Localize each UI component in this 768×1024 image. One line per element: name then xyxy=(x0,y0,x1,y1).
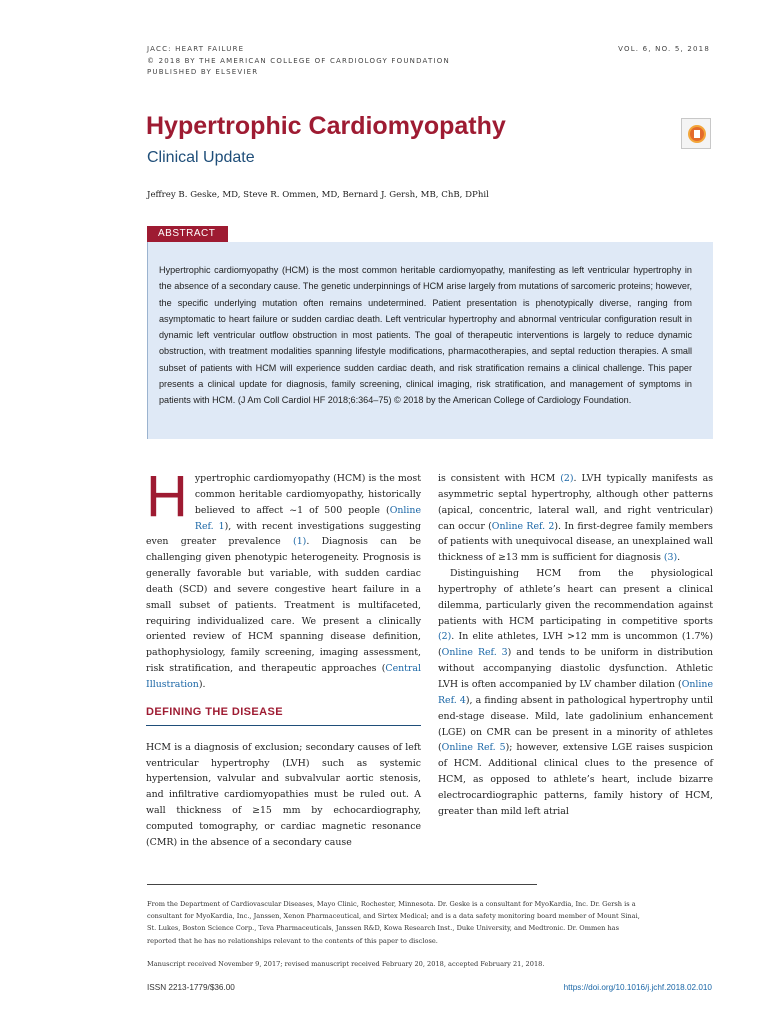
text-run: . In elite athletes, LVH >12 mm is uncommon (1.7%) ( xyxy=(438,631,713,659)
abstract-label: ABSTRACT xyxy=(147,226,228,242)
text-run: . Diagnosis can be challenging given phenotypic heterogeneity. Prognosis is generally favorable but variable, with sudden cardiac death (SCD) and severe congestive heart failure in a small subset of patients. Treatment is multifaceted, requiring individualized care. We present a clinically oriented review of HCM spanning disease definition, pathophysiology, family screening, imaging assessment, risk stratification, and therapeutic approaches ( xyxy=(146,536,421,675)
affiliation-footnote: From the Department of Cardiovascular Diseases, Mayo Clinic, Rochester, Minnesota. Dr. Geske is a consultant for MyoKardia, Inc. Dr. Gersh is a consultant for MyoKardia, Inc., Janssen, Xenon Pharmaceutical, and Sirtex Medical; and is a data safety monitoring board member of Mount Sinai, St. Lukes, Boston Science Corp., Teva Pharmaceuticals, Janssen R&D, Kowa Research Inst., Duke University, and Medtronic. Dr. Ommen has reported that he has no relationships relevant to the contents of this paper to disclose. xyxy=(147,900,640,945)
publisher-line: PUBLISHED BY ELSEVIER xyxy=(147,68,259,76)
definition-paragraph: HCM is a diagnosis of exclusion; secondary causes of left ventricular hypertrophy (LVH) such as systemic hypertension, valvular and subvalvular aortic stenosis, and infiltrative cardiomyopathies must be ruled out. A wall thickness of ≥15 mm by echocardiography, computed tomography, or cardiac magnetic resonance (CMR) in the absence of a secondary cause xyxy=(146,741,421,848)
text-run: ) and tends to be uniform in distribution without accompanying diastolic dysfunction. Athletic LVH is often accompanied by LV chamber dilation ( xyxy=(438,647,713,690)
text-run: . LVH typically manifests as asymmetric septal hypertrophy, although other patterns (apical, concentric, lateral wall, and right ventricular) can occur ( xyxy=(438,473,714,532)
text-run: ). In first-degree family members of patients with unequivocal disease, an unexplained wall thickness of ≥13 mm is sufficient for diagnosis xyxy=(438,520,713,564)
issn: ISSN 2213-1779/$36.00 xyxy=(147,983,235,992)
article-subtitle: Clinical Update xyxy=(147,149,255,166)
ref-link[interactable]: Online Ref. 4 xyxy=(438,678,713,706)
central-illustration-link[interactable]: Central Illustration xyxy=(146,663,421,690)
ref-link[interactable]: (2) xyxy=(560,473,574,484)
doi-link[interactable]: https://doi.org/10.1016/j.jchf.2018.02.010 xyxy=(563,983,712,992)
ref-link[interactable]: (3) xyxy=(663,552,678,564)
intro-paragraph xyxy=(146,464,421,693)
crossmark-bookmark xyxy=(694,130,700,138)
athlete-paragraph xyxy=(438,566,713,820)
body-column-right xyxy=(438,471,713,820)
author-list: Jeffrey B. Geske, MD, Steve R. Ommen, MD, Bernard J. Gersh, MB, ChB, DPhil xyxy=(147,190,489,200)
section-heading: DEFINING THE DISEASE xyxy=(146,705,421,726)
text-run: ); however, extensive LGE raises suspicion of HCM. Additional clinical clues to the presence of HCM, as opposed to athlete’s heart, include bizarre electrocardiographic patterns, family history of HCM, greater than mild left atrial xyxy=(438,742,713,817)
text-run: is consistent with HCM xyxy=(438,473,561,484)
body-column-left xyxy=(146,464,421,851)
ref-link[interactable]: Online Ref. 1 xyxy=(194,504,421,532)
ref-link[interactable]: Online Ref. 3 xyxy=(441,647,508,659)
text-run: ), a finding absent in pathological hypertrophy until end-stage disease. Mild, late gadolinium enhancement (LGE) on CMR can be present in a minority of athletes ( xyxy=(438,694,713,754)
crossmark-icon[interactable] xyxy=(681,118,711,149)
drop-cap: H xyxy=(146,464,188,529)
text-run: ypertrophic cardiomyopathy (HCM) is the most common heritable cardiomyopathy, historically believed to affect ~1 of 500 people ( xyxy=(194,473,421,516)
lvh-paragraph xyxy=(438,471,713,566)
ref-link[interactable]: (2) xyxy=(438,631,452,643)
volume-info: VOL. 6, NO. 5, 2018 xyxy=(618,45,710,53)
running-header-left xyxy=(147,44,450,79)
abstract-text: Hypertrophic cardiomyopathy (HCM) is the most common heritable cardiomyopathy, manifesting as left ventricular hypertrophy in the absence of a secondary cause. The genetic underpinnings of HCM arise largely from mutations of sarcomeric proteins; however, the specific underlying mutation often remains undetermined. Patient presentation is phenotypically diverse, ranging from asymptomatic to heart failure or sudden cardiac death. Left ventricular hypertrophy and abnormal ventricular configuration result in dynamic left ventricular outflow obstruction in most patients. The goal of therapeutic interventions is largely to reduce dynamic obstruction, with treatment modalities spanning lifestyle modifications, pharmacotherapies, and septal reduction therapies. A small subset of patients with HCM will experience sudden cardiac death, and risk stratification remains a clinical challenge. This paper presents a clinical update for diagnosis, family screening, clinical imaging, risk stratification, and management of symptoms in patients with HCM. (J Am Coll Cardiol HF 2018;6:364–75) © 2018 by the American College of Cardiology Foundation. xyxy=(159,265,692,406)
text-run: ), with recent investigations suggesting even greater prevalence xyxy=(146,520,421,548)
abstract-box xyxy=(147,242,713,439)
text-run: ). xyxy=(198,678,206,690)
received-footnote: Manuscript received November 9, 2017; revised manuscript received February 20, 2018, accepted February 21, 2018. xyxy=(147,960,545,968)
ref-link[interactable]: Online Ref. 5 xyxy=(441,742,506,754)
journal-name: JACC: HEART FAILURE xyxy=(147,45,245,53)
text-run: . xyxy=(677,552,681,564)
article-title: Hypertrophic Cardiomyopathy xyxy=(146,112,506,140)
copyright-line: © 2018 BY THE AMERICAN COLLEGE OF CARDIOLOGY FOUNDATION xyxy=(147,56,450,65)
footnote-rule xyxy=(147,884,537,885)
text-run: Distinguishing HCM from the physiological hypertrophy of athlete’s heart can present a clinical dilemma, particularly given the recommendation against patients with HCM participating in competitive sports xyxy=(438,568,713,627)
ref-link[interactable]: (1) xyxy=(293,536,307,548)
ref-link[interactable]: Online Ref. 2 xyxy=(491,520,555,532)
